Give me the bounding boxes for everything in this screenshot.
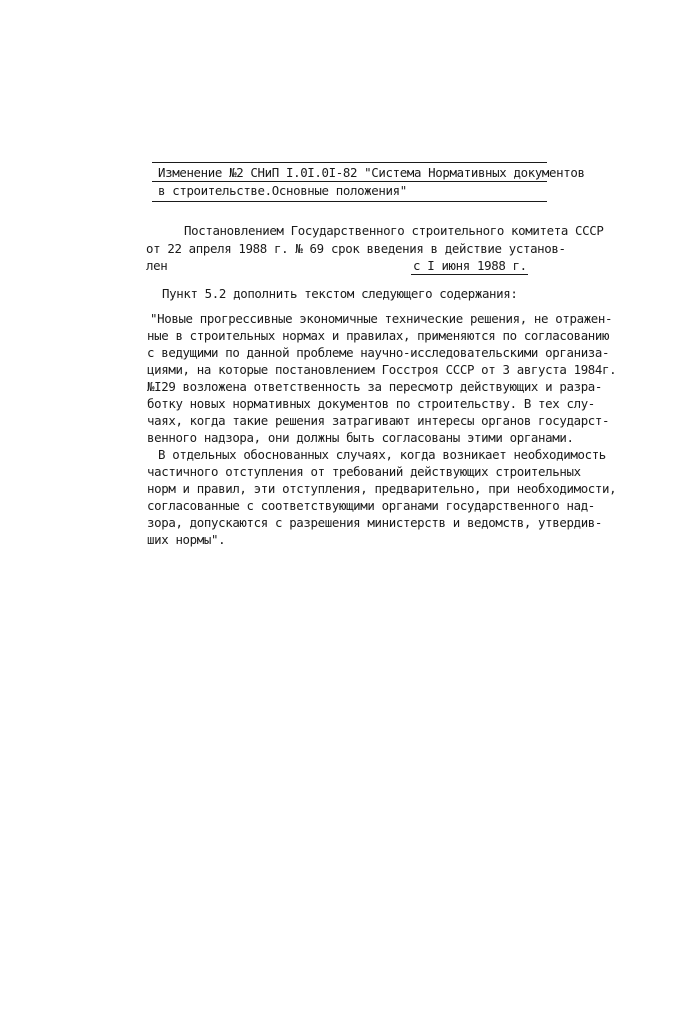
paragraph1-line: №I29 возложена ответственность за пересмотр действующих и разра- [147, 379, 603, 394]
paragraph1-line: чаях, когда такие решения затрагивают интересы органов государст- [147, 413, 610, 428]
decree-line-2-right: срок введения в действие установ- [331, 241, 566, 256]
header-top-rule [152, 162, 547, 163]
paragraph2-line: согласованные с соответствующими органами государственного над- [147, 498, 595, 513]
effective-date: с I июня 1988 г. [413, 258, 527, 273]
decree-line-1: Постановлением Государственного строительного комитета СССР [184, 223, 604, 238]
header-middle-rule [152, 181, 547, 182]
paragraph1-line: ботку новых нормативных документов по строительству. В тех слу- [147, 396, 595, 411]
paragraph2-line: В отдельных обоснованных случаях, когда возникает необходимость [158, 447, 606, 462]
paragraph1-line: циями, на которые постановлением Госстроя СССР от 3 августа 1984г. [147, 362, 617, 377]
paragraph1-line: ные в строительных нормах и правилах, применяются по согласованию [147, 328, 610, 343]
paragraph2-line: ших нормы". [147, 532, 226, 547]
paragraph2-line: норм и правил, эти отступления, предварительно, при необходимости, [147, 481, 617, 496]
paragraph2-line: зора, допускаются с разрешения министерств и ведомств, утвердив- [147, 515, 603, 530]
paragraph1-line: с ведущими по данной проблеме научно-исследовательскими организа- [147, 345, 610, 360]
header-line-2: в строительстве.Основные положения" [158, 183, 407, 198]
decree-line-2-left: от 22 апреля 1988 г. № 69 [146, 241, 324, 256]
header-line-1: Изменение №2 СНиП I.0I.0I-82 "Система Нормативных документов [158, 165, 585, 180]
paragraph1-line: венного надзора, они должны быть согласованы этими органами. [147, 430, 574, 445]
intro-line: Пункт 5.2 дополнить текстом следующего содержания: [162, 286, 518, 301]
header-bottom-rule [152, 201, 547, 202]
paragraph1-line: "Новые прогрессивные экономичные технические решения, не отражен- [150, 311, 613, 326]
decree-line-3-left: лен [146, 258, 168, 273]
effective-date-underline [411, 274, 528, 275]
paragraph2-line: частичного отступления от требований действующих строительных [147, 464, 581, 479]
